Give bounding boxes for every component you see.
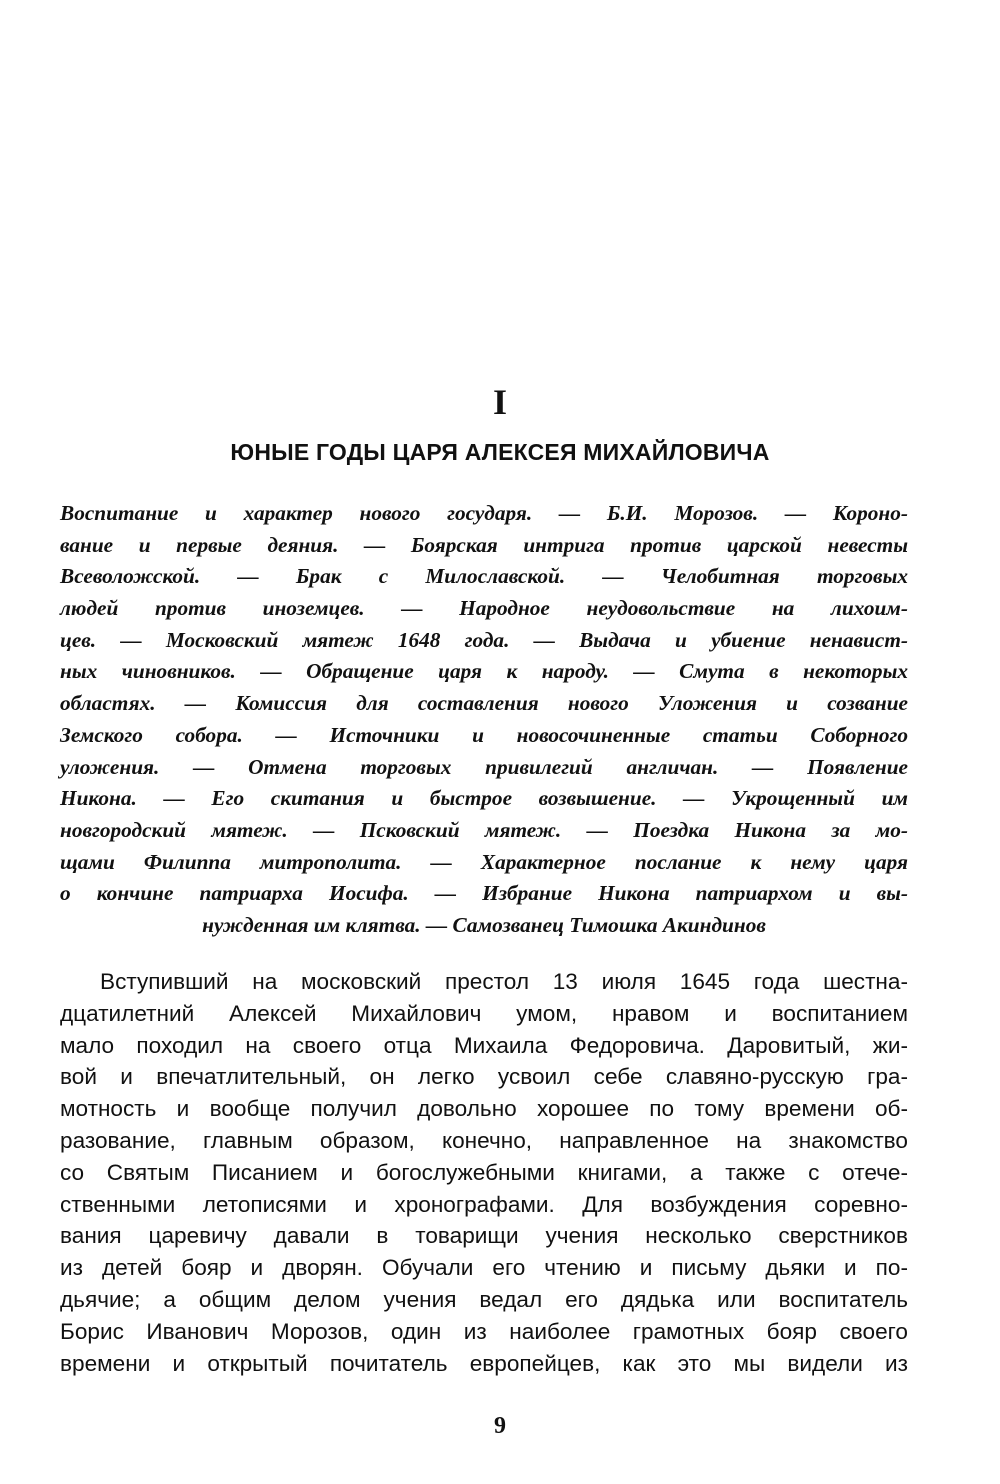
summary-line: Воспитание и характер нового государя. — Б.И. Морозов. — Короно-: [60, 501, 908, 525]
summary-line: Никона. — Его скитания и быстрое возвышение. — Укрощенный им: [60, 786, 908, 811]
body-line: мотность и вообще получил довольно хорошее по тому времени об-: [60, 1096, 908, 1122]
body-line: ственными летописями и хронографами. Для возбуждения соревно-: [60, 1191, 908, 1217]
body-line: мало походил на своего отца Михаила Федоровича. Даровитый, жи-: [60, 1032, 908, 1058]
summary-line: вание и первые деяния. — Боярская интрига против царской невесты: [60, 532, 908, 557]
chapter-summary: [60, 498, 908, 942]
body-line: разование, главным образом, конечно, направленное на знакомство: [60, 1127, 908, 1153]
chapter-title: ЮНЫЕ ГОДЫ ЦАРЯ АЛЕКСЕЯ МИХАЙЛОВИЧА: [230, 439, 770, 465]
summary-line: областях. — Комиссия для составления нового Уложения и созвание: [60, 691, 908, 716]
summary-line: щами Филиппа митрополита. — Характерное послание к нему царя: [60, 849, 908, 874]
summary-line: о кончине патриарха Иосифа. — Избрание Никона патриархом и вы-: [60, 881, 908, 906]
summary-line: ных чиновников. — Обращение царя к народу. — Смута в некоторых: [60, 659, 908, 684]
body-line: со Святым Писанием и богослужебными книгами, а также с отече-: [60, 1159, 908, 1185]
body-line: Вступивший на московский престол 13 июля 1645 года шестна-: [100, 969, 908, 994]
body-line: вания царевичу давали в товарищи учения несколько сверстников: [60, 1223, 908, 1249]
body-line: из детей бояр и дворян. Обучали его чтению и письму дьяки и по-: [60, 1255, 908, 1281]
body-line: времени и открытый почитатель европейцев, как это мы видели из: [60, 1350, 908, 1376]
body-line: вой и впечатлительный, он легко усвоил себе славяно-русскую гра-: [60, 1064, 908, 1090]
summary-line: уложения. — Отмена торговых привилегий англичан. — Появление: [60, 754, 908, 779]
chapter-number: I: [492, 382, 507, 422]
body-line: Борис Иванович Морозов, один из наиболее грамотных бояр своего: [60, 1318, 908, 1344]
summary-line: людей против иноземцев. — Народное неудовольствие на лихоим-: [60, 596, 908, 621]
body-line: дьячие; а общим делом учения ведал его дядька или воспитатель: [60, 1286, 908, 1312]
body-paragraph: [60, 966, 908, 1379]
summary-line: Земского собора. — Источники и новосочиненные статьи Соборного: [60, 722, 908, 747]
summary-line: Всеволожской. — Брак с Милославской. — Челобитная торговых: [60, 564, 908, 589]
page-number: 9: [494, 1413, 506, 1439]
summary-line: новгородский мятеж. — Псковский мятеж. — Поездка Никона за мо-: [60, 817, 908, 842]
summary-line: цев. — Московский мятеж 1648 года. — Выдача и убиение ненавист-: [60, 627, 908, 652]
body-line: дцатилетний Алексей Михайлович умом, нравом и воспитанием: [60, 1000, 908, 1026]
summary-line: нужденная им клятва. — Самозванец Тимошка Акиндинов: [202, 912, 766, 937]
